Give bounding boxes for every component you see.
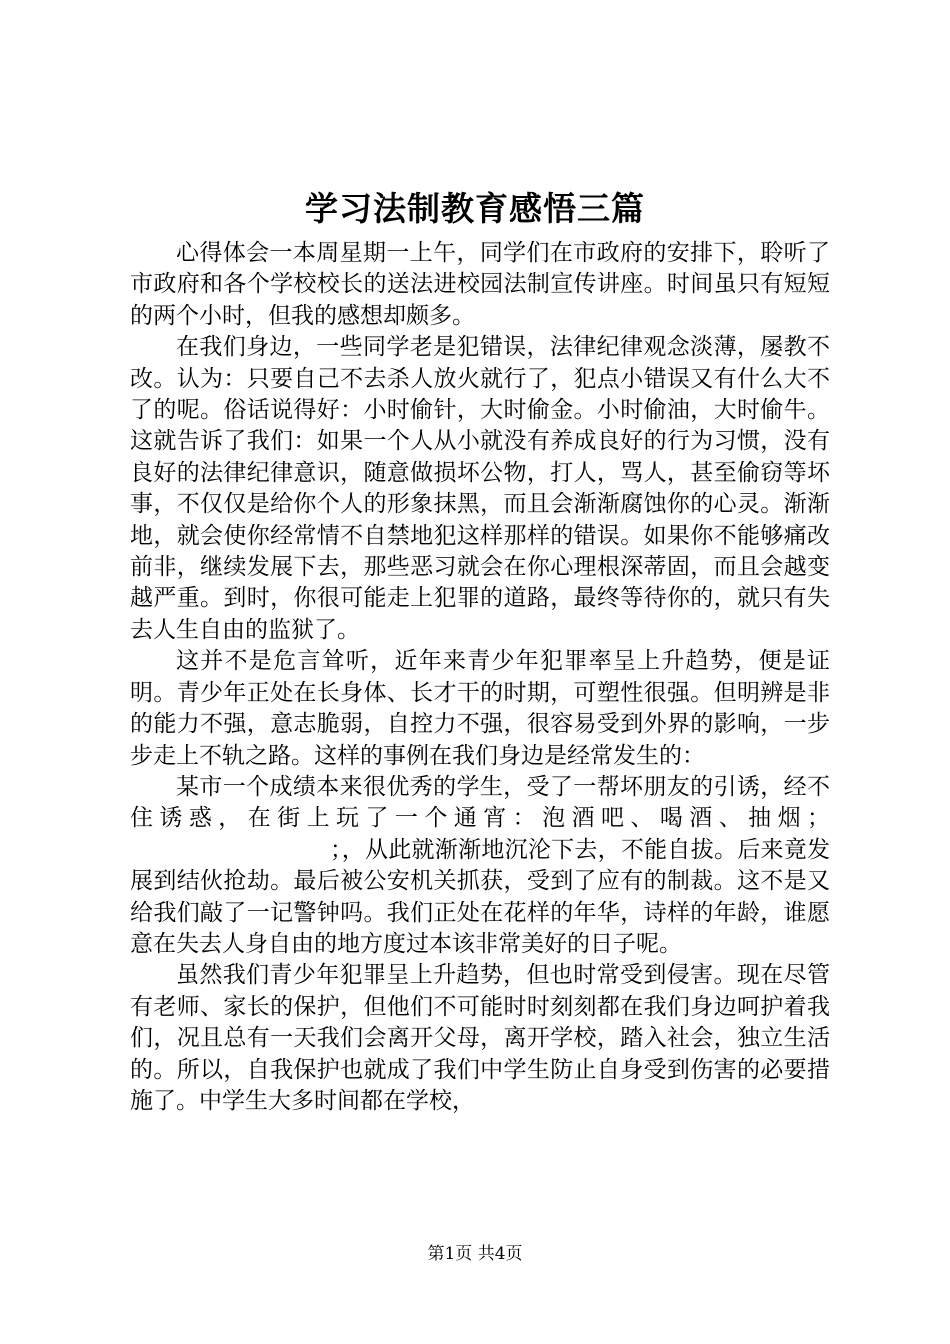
paragraph-2: 在我们身边，一些同学老是犯错误，法律纪律观念淡薄，屡教不改。认为：只要自己不去杀人放火就行了，犯点小错误又有什么大不了的呢。俗话说得好：小时偷针，大时偷金。小时偷油，大时偷牛。这就告诉了我们：如果一个人从小就没有养成良好的行为习惯，没有良好的法律纪律意识，随意做损坏公物，打人，骂人，甚至偷窃等坏事，不仅仅是给你个人的形象抹黑，而且会渐渐腐蚀你的心灵。渐渐地，就会使你经常情不自禁地犯这样那样的错误。如果你不能够痛改前非，继续发展下去，那些恶习就会在你心理根深蒂固，而且会越变越严重。到时，你很可能走上犯罪的道路，最终等待你的，就只有失去人生自由的监狱了。 xyxy=(130,334,830,643)
paragraph-4 xyxy=(130,772,830,960)
paragraph-4-part-1: 某市一个成绩本来很优秀的学生，受了一帮坏朋友的引诱，经不住诱惑，在街上玩了一个通宵：泡酒吧、喝酒、抽烟； xyxy=(130,773,830,832)
page-footer: 第1页 共4页 xyxy=(427,1244,523,1264)
document-body xyxy=(130,238,830,1117)
paragraph-3: 这并不是危言耸听，近年来青少年犯罪率呈上升趋势，便是证明。青少年正处在长身体、长才干的时期，可塑性很强。但明辨是非的能力不强，意志脆弱，自控力不强，很容易受到外界的影响，一步步走上不轨之路。这样的事例在我们身边是经常发生的： xyxy=(130,648,830,769)
paragraph-1: 心得体会一本周星期一上午，同学们在市政府的安排下，聆听了市政府和各个学校校长的送法进校园法制宣传讲座。时间虽只有短短的两个小时，但我的感想却颇多。 xyxy=(130,240,830,329)
paragraph-4-part-2: ；，从此就渐渐地沉沦下去，不能自拔。后来竟发展到结伙抢劫。最后被公安机关抓获，受到了应有的制裁。这不是又给我们敲了一记警钟吗。我们正处在花样的年华，诗样的年龄，谁愿意在失去人身自由的地方度过本该非常美好的日子呢。 xyxy=(130,836,830,957)
paragraph-5: 虽然我们青少年犯罪呈上升趋势，但也时常受到侵害。现在尽管有老师、家长的保护，但他们不可能时时刻刻都在我们身边呵护着我们，况且总有一天我们会离开父母，离开学校，踏入社会，独立生活的。所以，自我保护也就成了我们中学生防止自身受到伤害的必要措施了。中学生大多时间都在学校， xyxy=(130,962,830,1114)
document-title: 学习法制教育感悟三篇 xyxy=(305,189,645,228)
